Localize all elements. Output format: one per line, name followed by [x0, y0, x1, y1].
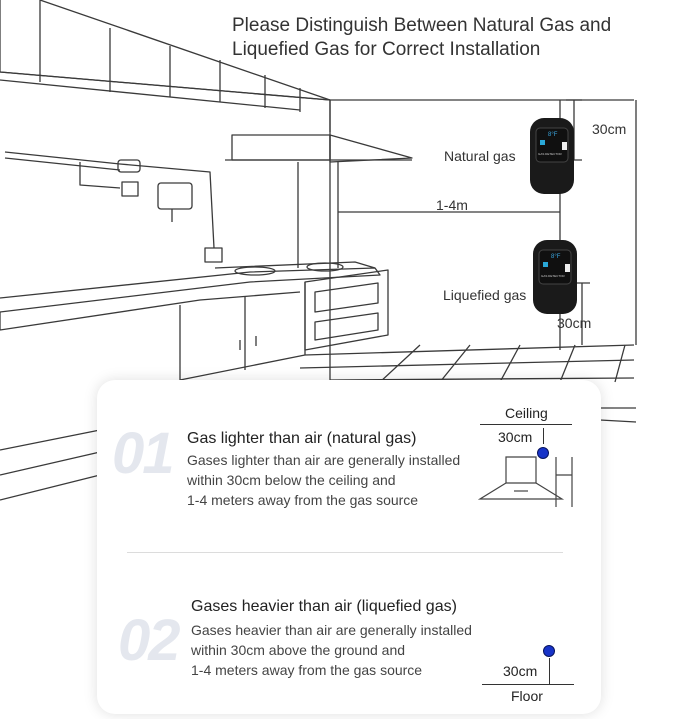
item2-heading: Gases heavier than air (liquefied gas): [191, 598, 457, 615]
floor-distance-label: 30cm: [557, 315, 592, 331]
item2-description: [191, 620, 472, 680]
source-distance-label: 1-4m: [436, 197, 468, 213]
title-line-1: Please Distinguish Between Natural Gas and: [232, 15, 612, 36]
range-hood-icon: [478, 455, 574, 511]
floor-measure-line: [549, 658, 550, 684]
detector-screen-text: GAS DETECTOR: [541, 274, 565, 278]
item2-line: Gases heavier than air are generally installed: [191, 622, 472, 638]
ceiling-distance-label: 30cm: [592, 121, 627, 137]
item2-line: 1-4 meters away from the gas source: [191, 662, 423, 678]
detector-temp-readout: 8°F: [551, 254, 561, 260]
detector-screen-text: GAS DETECTOR: [538, 152, 562, 156]
item1-line: 1-4 meters away from the gas source: [187, 492, 419, 508]
item2-line: within 30cm above the ground and: [191, 642, 406, 658]
step-number-02: 02: [118, 608, 179, 673]
ceiling-label: Ceiling: [505, 405, 548, 421]
item1-line: within 30cm below the ceiling and: [187, 472, 396, 488]
liquefied-gas-label: Liquefied gas: [443, 287, 527, 303]
item1-line: Gases lighter than air are generally installed: [187, 452, 461, 468]
detector-dot-floor: [543, 645, 555, 657]
detector-temp-readout: 8°F: [548, 132, 558, 138]
floor-line: [482, 684, 574, 685]
page-title: [232, 14, 677, 62]
item1-description: [187, 450, 460, 510]
natural-gas-label: Natural gas: [444, 148, 516, 164]
floor-label: Floor: [511, 688, 543, 704]
item1-heading: Gas lighter than air (natural gas): [187, 430, 417, 447]
item1-distance-label: 30cm: [498, 429, 533, 445]
item2-distance-label: 30cm: [503, 663, 538, 679]
title-line-2: Liquefied Gas for Correct Installation: [232, 39, 541, 60]
detector-natural-gas: [530, 118, 574, 194]
detector-liquefied-gas: [533, 240, 577, 314]
card-divider: [127, 552, 563, 553]
ceiling-measure-line: [543, 428, 544, 444]
step-number-01: 01: [112, 421, 173, 486]
ceiling-line: [480, 424, 572, 425]
